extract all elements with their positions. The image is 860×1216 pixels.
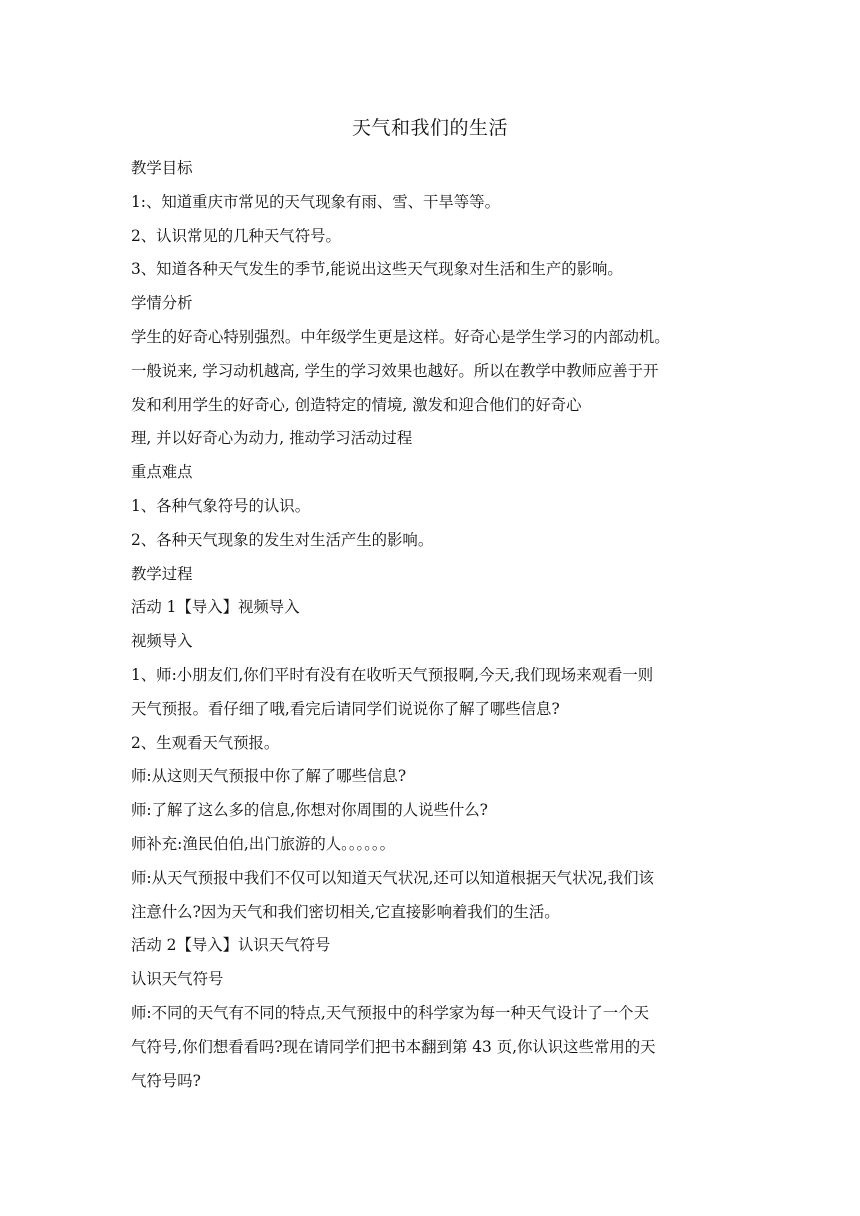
document-title: 天气和我们的生活 bbox=[351, 117, 508, 139]
text-line: 3、知道各种天气发生的季节,能说出这些天气现象对生活和生产的影响。 bbox=[131, 260, 623, 279]
text-line: 师:了解了这么多的信息,你想对你周围的人说些什么? bbox=[131, 801, 488, 820]
section-heading-teaching-process: 教学过程 bbox=[131, 564, 193, 583]
activity-heading-1: 活动 1【导入】视频导入 bbox=[131, 598, 300, 617]
text-line: 师:不同的天气有不同的特点,天气预报中的科学家为每一种天气设计了一个天 bbox=[131, 1003, 649, 1022]
text-line: 2、生观看天气预报。 bbox=[131, 733, 280, 752]
text-line: 1、师:小朋友们,你们平时有没有在收听天气预报啊,今天,我们现场来观看一则 bbox=[131, 665, 654, 684]
text-line: 师:从天气预报中我们不仅可以知道天气状况,还可以知道根据天气状况,我们该 bbox=[131, 868, 654, 887]
text-line: 师补充:渔民伯伯,出门旅游的人。。。。。。 bbox=[131, 834, 395, 853]
text-line: 1:、知道重庆市常见的天气现象有雨、雪、干旱等等。 bbox=[131, 192, 500, 211]
text-line: 一般说来, 学习动机越高, 学生的学习效果也越好。所以在教学中教师应善于开 bbox=[131, 361, 659, 380]
text-line: 1、各种气象符号的认识。 bbox=[131, 496, 311, 515]
text-line: 气符号,你们想看看吗?现在请同学们把书本翻到第 43 页,你认识这些常用的天 bbox=[131, 1037, 656, 1056]
subheading-weather-symbols: 认识天气符号 bbox=[131, 970, 224, 989]
text-line: 学生的好奇心特别强烈。中年级学生更是这样。好奇心是学生学习的内部动机。 bbox=[131, 327, 670, 346]
document-body bbox=[131, 152, 739, 1098]
text-line: 气符号吗? bbox=[131, 1071, 201, 1090]
text-line: 2、认识常见的几种天气符号。 bbox=[131, 226, 341, 245]
activity-heading-2: 活动 2【导入】认识天气符号 bbox=[131, 936, 331, 955]
text-line: 发和利用学生的好奇心, 创造特定的情境, 激发和迎合他们的好奇心 bbox=[131, 395, 582, 414]
text-line: 师:从这则天气预报中你了解了哪些信息? bbox=[131, 767, 407, 786]
text-line: 注意什么?因为天气和我们密切相关,它直接影响着我们的生活。 bbox=[131, 902, 560, 921]
subheading-video-intro: 视频导入 bbox=[131, 632, 193, 651]
text-line: 天气预报。看仔细了哦,看完后请同学们说说你了解了哪些信息? bbox=[131, 699, 560, 718]
text-line: 理, 并以好奇心为动力, 推动学习活动过程 bbox=[131, 429, 413, 448]
text-line: 2、各种天气现象的发生对生活产生的影响。 bbox=[131, 530, 434, 549]
section-heading-teaching-goals: 教学目标 bbox=[131, 159, 193, 177]
section-heading-learner-analysis: 学情分析 bbox=[131, 294, 193, 313]
section-heading-key-points: 重点难点 bbox=[131, 463, 193, 482]
